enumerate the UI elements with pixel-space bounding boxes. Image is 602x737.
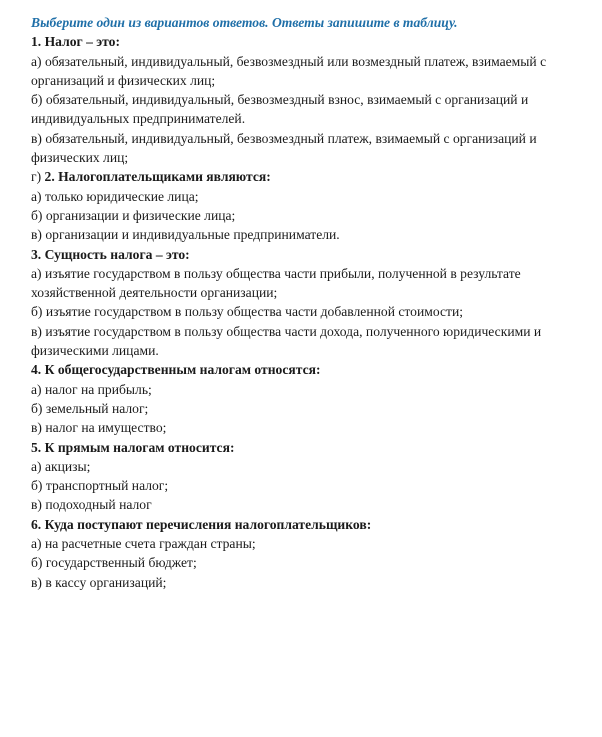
question-5-option-b: б) транспортный налог; xyxy=(31,478,169,494)
question-6-option-c: в) в кассу организаций; xyxy=(31,574,167,590)
question-1-option-a-cont: организаций и физических лиц; xyxy=(31,72,216,88)
instruction-text: Выберите один из вариантов ответов. Ответы запишите в таблицу. xyxy=(31,15,458,30)
question-3-option-a: а) изъятие государством в пользу общества части прибыли, полученной в результате xyxy=(31,265,521,281)
question-6-title: 6. Куда поступают перечисления налогоплательщиков: xyxy=(31,516,372,532)
question-5-title: 5. К прямым налогам относится: xyxy=(31,439,235,455)
question-3-option-a-cont: хозяйственной деятельности организации; xyxy=(31,285,278,301)
question-1-option-d-prefix: г) xyxy=(31,169,45,185)
question-4-option-b: б) земельный налог; xyxy=(31,400,149,416)
question-5-option-c: в) подоходный налог xyxy=(31,497,152,513)
question-2-option-b: б) организации и физические лица; xyxy=(31,207,236,223)
question-1-option-a: а) обязательный, индивидуальный, безвозмездный или возмездный платеж, взимаемый с xyxy=(31,53,547,69)
question-3-option-b: б) изъятие государством в пользу общества части добавленной стоимости; xyxy=(31,304,463,320)
question-1-option-c: в) обязательный, индивидуальный, безвозмездный платеж, взимаемый с организаций и xyxy=(31,130,537,146)
question-4-title: 4. К общегосударственным налогам относятся: xyxy=(31,362,321,378)
question-1-title: 1. Налог – это: xyxy=(31,34,120,50)
question-1-option-c-cont: физических лиц; xyxy=(31,150,129,166)
question-3-option-c-cont: физическими лицами. xyxy=(31,343,159,359)
question-4-option-c: в) налог на имущество; xyxy=(31,420,167,436)
question-1-option-b-cont: индивидуальных предпринимателей. xyxy=(31,111,246,127)
question-6-option-b: б) государственный бюджет; xyxy=(31,555,197,571)
question-4-option-a: а) налог на прибыль; xyxy=(31,381,152,397)
question-2-option-c: в) организации и индивидуальные предприниматели. xyxy=(31,227,340,243)
question-1-option-b: б) обязательный, индивидуальный, безвозмездный взнос, взимаемый с организаций и xyxy=(31,92,529,108)
question-3-title: 3. Сущность налога – это: xyxy=(31,246,190,262)
question-1-option-d-line xyxy=(31,167,591,186)
question-5-option-a: а) акцизы; xyxy=(31,458,91,474)
question-2-option-a: а) только юридические лица; xyxy=(31,188,199,204)
test-document xyxy=(31,13,591,592)
question-6-option-a: а) на расчетные счета граждан страны; xyxy=(31,536,256,552)
question-2-title: 2. Налогоплательщиками являются: xyxy=(44,169,271,185)
question-3-option-c: в) изъятие государством в пользу общества части дохода, полученного юридическими и xyxy=(31,323,542,339)
